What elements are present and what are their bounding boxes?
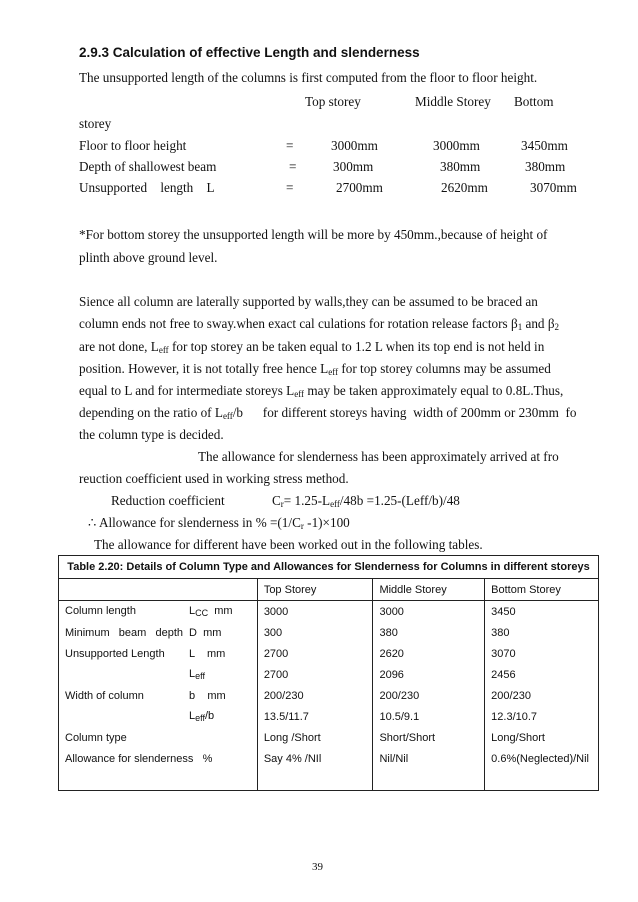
table-caption: Table 2.20: Details of Column Type and Allowances for Slenderness for Columns in different storeys xyxy=(59,556,599,579)
table-row xyxy=(59,622,599,643)
cell-middle: 3000 xyxy=(373,601,485,623)
table-header-middle: Middle Storey xyxy=(373,579,485,601)
header-storey-wrap: storey xyxy=(79,116,112,131)
para-line-1: Sience all column are laterally supported by walls,they can be assumed to be braced an xyxy=(79,294,538,309)
para-line-3: are not done, $L_{eff}$ for top storey an be taken equal to 1.2 L when its top end is not held in xyxy=(79,339,545,355)
table-row xyxy=(59,643,599,664)
row-floor-height-label: Floor to floor height xyxy=(79,138,187,153)
cell-bottom: 200/230 xyxy=(485,685,599,706)
table-row xyxy=(59,664,599,685)
cell-bottom: 12.3/10.7 xyxy=(485,706,599,727)
row-label: Width of column b mm xyxy=(59,685,258,706)
table-header-bottom: Bottom Storey xyxy=(485,579,599,601)
cell-top: 2700 xyxy=(257,643,373,664)
header-middle-storey: Middle Storey xyxy=(415,94,491,109)
row-label: Column length $L_{CC}$ mm xyxy=(59,601,258,623)
para-line-7: the column type is decided. xyxy=(79,427,224,442)
row-beam-depth-top: 300mm xyxy=(333,159,374,174)
intro-text: The unsupported length of the columns is first computed from the floor to floor height. xyxy=(79,70,538,85)
row-unsupported-middle: 2620mm xyxy=(441,180,488,195)
row-floor-height-top: 3000mm xyxy=(331,138,378,153)
row-unsupported-eq: = xyxy=(286,180,294,195)
row-floor-height-bottom: 3450mm xyxy=(521,138,568,153)
table-row xyxy=(59,748,599,769)
cell-bottom: Long/Short xyxy=(485,727,599,748)
para2-line-1: The allowance for slenderness has been approximately arrived at fro xyxy=(198,449,559,464)
row-beam-depth-middle: 380mm xyxy=(440,159,481,174)
row-floor-height-eq: = xyxy=(286,138,294,153)
cell-top: 300 xyxy=(257,622,373,643)
table-header-top: Top Storey xyxy=(257,579,373,601)
cell-middle: Short/Short xyxy=(373,727,485,748)
page-number: 39 xyxy=(312,861,323,873)
cell-middle: Nil/Nil xyxy=(373,748,485,769)
cell-bottom: 2456 xyxy=(485,664,599,685)
row-label: Allowance for slenderness % xyxy=(59,748,258,769)
cell-bottom: 3450 xyxy=(485,601,599,623)
formula-expression: $C_r= 1.25-L_{eff}/48b$ =1.25-(Leff/b)/48 xyxy=(272,493,460,509)
table-header-blank xyxy=(59,579,258,601)
table-row xyxy=(59,685,599,706)
row-label: $L_{eff}$ xyxy=(59,664,258,685)
row-label: $L_{eff}/b$ xyxy=(59,706,258,727)
para-line-5: equal to L and for intermediate storeys $L_{eff}$ may be taken approximately equal to 0.8L.Thus, xyxy=(79,383,564,399)
row-beam-depth-bottom: 380mm xyxy=(525,159,566,174)
row-label: Column type xyxy=(59,727,258,748)
header-top-storey: Top storey xyxy=(305,94,361,109)
cell-top: 200/230 xyxy=(257,685,373,706)
row-unsupported-top: 2700mm xyxy=(336,180,383,195)
row-unsupported-label: Unsupported length L xyxy=(79,180,215,195)
row-label: Minimum beam depth D mm xyxy=(59,622,258,643)
row-beam-depth-eq: = xyxy=(289,159,297,174)
table-row xyxy=(59,601,599,623)
cell-top: Long /Short xyxy=(257,727,373,748)
cell-bottom: 380 xyxy=(485,622,599,643)
table-row xyxy=(59,727,599,748)
cell-middle: 10.5/9.1 xyxy=(373,706,485,727)
cell-top: 13.5/11.7 xyxy=(257,706,373,727)
para2-line-2: reuction coefficient used in working stress method. xyxy=(79,471,349,486)
cell-bottom: 3070 xyxy=(485,643,599,664)
allowance-formula: ∴ Allowance for slenderness in % $=(1/C_r$ -1)×100 xyxy=(88,515,350,531)
cell-middle: 200/230 xyxy=(373,685,485,706)
para-line-2: column ends not free to sway.when exact cal culations for rotation release factors $\beta_1$ and $\beta_2$ xyxy=(79,316,560,332)
cell-top: Say 4% /NIl xyxy=(257,748,373,769)
header-bottom-storey: Bottom xyxy=(514,94,554,109)
section-heading: 2.9.3 Calculation of effective Length and slenderness xyxy=(79,45,420,60)
para-line-4: position. However, it is not totally free hence $L_{eff}$ for top storey columns may be assumed xyxy=(79,361,551,377)
note-line-2: plinth above ground level. xyxy=(79,250,218,265)
cell-top: 2700 xyxy=(257,664,373,685)
cell-middle: 380 xyxy=(373,622,485,643)
formula-label: Reduction coefficient xyxy=(111,493,225,508)
cell-middle: 2620 xyxy=(373,643,485,664)
cell-bottom: 0.6%(Neglected)/Nil xyxy=(485,748,599,769)
cell-top: 3000 xyxy=(257,601,373,623)
column-details-table xyxy=(58,555,599,791)
table-bottom-spacer xyxy=(59,769,599,791)
para-line-6: depending on the ratio of $L_{eff}/b$ for different storeys having width of 200mm or 230mm fo xyxy=(79,405,577,421)
row-unsupported-bottom: 3070mm xyxy=(530,180,577,195)
row-floor-height-middle: 3000mm xyxy=(433,138,480,153)
cell-middle: 2096 xyxy=(373,664,485,685)
note-line-1: *For bottom storey the unsupported length will be more by 450mm.,because of height of xyxy=(79,227,548,242)
closing-text: The allowance for different have been worked out in the following tables. xyxy=(94,537,483,552)
table-row xyxy=(59,706,599,727)
row-beam-depth-label: Depth of shallowest beam xyxy=(79,159,217,174)
row-label: Unsupported Length L mm xyxy=(59,643,258,664)
